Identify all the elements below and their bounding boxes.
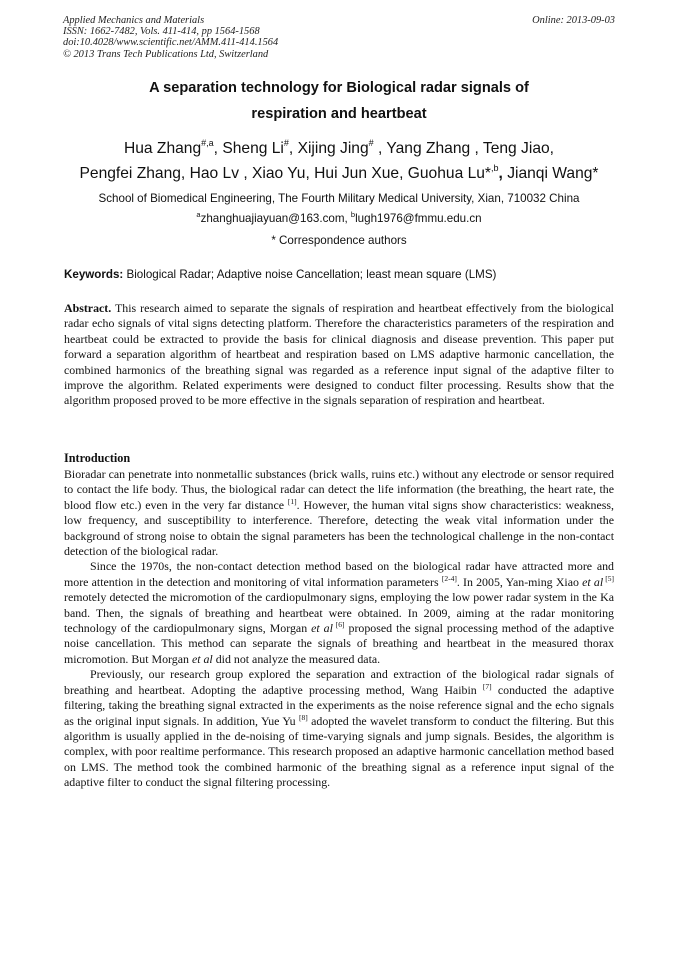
text-run: conducted the adaptive filtering, taking the breathing signal extracted in the experiments as the noise reference signal and the echo signals as the original input signals. In addition, Yue Yu bbox=[64, 682, 614, 728]
correspondence-note: * Correspondence authors bbox=[271, 234, 407, 247]
abstract-text: This research aimed to separate the signals of respiration and heartbeat effectively from the biological radar echo signals of vital signs detecting platform. Therefore the characteristics parameters of the respiration and heartbeat could be extracted to provide the basis for clinical diagnosis and disease prevention. This paper put forward a separation algorithm of heartbeat and respiration based on LMS adaptive harmonic cancellation, the combined harmonics of the breathing signal was regarded as a reference input signal of the adaptive filter to improve the algorithm. Related experiments were designed to conduct filter processing. Results show that the algorithm proposed proved to be more effective in the signals separation of respiration and heartbeat. bbox=[64, 301, 614, 408]
email-line bbox=[40, 212, 638, 225]
citation: [6] bbox=[332, 620, 345, 630]
author-name: , Sheng Li bbox=[213, 140, 284, 157]
text-run: adopted the wavelet transform to conduct the filtering. But this algorithm is usually applied in the de-noising of time-varying signals and jump signals. Besides, the algorithm is complex, with poor realtime performance. This research proposed an adaptive harmonic cancellation method based on LMS. The method took the combined harmonic of the breathing signal as a reference input signal of the adaptive filter to conduct the signal filtering processing. bbox=[64, 713, 614, 790]
email-b: lugh1976@fmmu.edu.cn bbox=[355, 212, 482, 225]
text-run: Bioradar can penetrate into nonmetallic substances (brick walls, ruins etc.) without any electrode or sensor required to contact the life body. Thus, the biological radar can detect the life information (the breathing, the heart rate, the blood flow etc.) even in the very far distance bbox=[64, 467, 614, 512]
author-name: Hua Zhang bbox=[123, 140, 202, 157]
paper-title-line-2: respiration and heartbeat bbox=[251, 106, 427, 122]
keywords-label: Keywords: bbox=[64, 268, 124, 281]
citation: [8] bbox=[298, 712, 308, 722]
copyright-line: © 2013 Trans Tech Publications Ltd, Switzerland bbox=[63, 48, 269, 60]
author-mark: ,b bbox=[491, 163, 499, 173]
doi-line: doi:10.4028/www.scientific.net/AMM.411-414.1564 bbox=[63, 37, 279, 49]
author-line-1 bbox=[40, 140, 638, 158]
citation: [5] bbox=[603, 573, 614, 583]
text-run: . In 2005, Yan-ming Xiao bbox=[456, 574, 583, 589]
author-line-2 bbox=[40, 165, 638, 183]
et-al: et al bbox=[582, 574, 604, 589]
citation: [1] bbox=[287, 496, 297, 506]
text-run: . However, the human vital signs show characteristics: weakness, low frequency, and susceptibility to interference. Therefore, detecting the weak vital information under the background of strong noise to obtain the signal parameters has been the technological challenge in the non-contact detection of the biological radar. bbox=[64, 497, 614, 559]
citation: [2-4] bbox=[441, 573, 457, 583]
author-mark: # bbox=[283, 138, 289, 148]
author-name: Jianqi Wang* bbox=[502, 165, 599, 182]
author-mark: # bbox=[368, 138, 374, 148]
author-name: , Yang Zhang , Teng Jiao, bbox=[373, 140, 554, 157]
email-mark: a bbox=[196, 210, 201, 219]
author-separator: , bbox=[498, 165, 503, 182]
keywords bbox=[64, 268, 496, 281]
abstract-label: Abstract. bbox=[64, 301, 112, 315]
paper-title-line-1: A separation technology for Biological radar signals of bbox=[149, 80, 529, 96]
citation: [7] bbox=[482, 681, 492, 691]
et-al: et al bbox=[191, 651, 213, 666]
paragraph-3 bbox=[64, 667, 614, 790]
text-run: remotely detected the micromotion of the cardiopulmonary signs, employing the low power radar system in the Ka band. Then, the signals of breathing and heartbeat were obtained. In 2009, aiming at the radar monitoring technology of the cardiopulmonary signs, Morgan bbox=[64, 590, 614, 636]
text-run: Since the 1970s, the non-contact detection method based on the biological radar have attracted more and more attention in the detection and monitoring of vital information parameters bbox=[64, 559, 614, 589]
journal-header bbox=[63, 15, 278, 60]
text-run: proposed the signal processing method of the adaptive noise cancellation. This method can separate the signals of breathing and heartbeat in the measured thorax micromotion. But Morgan bbox=[64, 621, 614, 666]
text-run: Previously, our research group explored the separation and extraction of the biological radar signals of breathing and heartbeat. Adopting the adaptive processing method, Wang Haibin bbox=[64, 667, 614, 697]
email-mark: b bbox=[350, 210, 356, 219]
author-mark: #,a bbox=[201, 138, 214, 148]
abstract bbox=[64, 301, 614, 409]
text-run: did not analyze the measured data. bbox=[212, 651, 381, 666]
et-al: et al bbox=[311, 621, 333, 636]
section-heading: Introduction bbox=[64, 451, 131, 465]
keywords-text: Biological Radar; Adaptive noise Cancellation; least mean square (LMS) bbox=[123, 268, 497, 281]
online-date: Online: 2013-09-03 bbox=[532, 15, 615, 26]
paragraph-2 bbox=[64, 559, 614, 667]
author-name: Pengfei Zhang, Hao Lv , Xiao Yu, Hui Jun Xue, Guohua Lu* bbox=[79, 165, 491, 182]
paragraph-1 bbox=[64, 467, 614, 559]
issn-line: ISSN: 1662-7482, Vols. 411-414, pp 1564-1568 bbox=[63, 26, 260, 38]
journal-name: Applied Mechanics and Materials bbox=[63, 15, 205, 26]
email-a: zhanghuajiayuan@163.com, bbox=[200, 212, 351, 225]
affiliation: School of Biomedical Engineering, The Fourth Military Medical University, Xian, 710032 China bbox=[98, 192, 580, 205]
introduction-body bbox=[64, 467, 614, 791]
author-name: , Xijing Jing bbox=[288, 140, 369, 157]
